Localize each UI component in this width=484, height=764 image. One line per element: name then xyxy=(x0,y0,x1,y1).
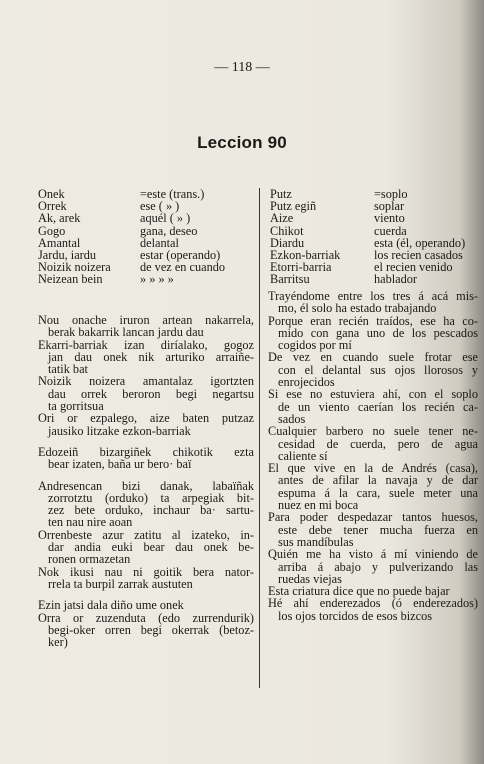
sentence xyxy=(268,548,478,585)
sentence-line: tatik bat xyxy=(48,362,88,377)
sentence-line: Cualquier barbero no suele tener ne- xyxy=(268,424,478,439)
vocabulary-right xyxy=(270,188,476,286)
sentence-line: enrojecidos xyxy=(278,375,335,390)
sentence-line: ruedas viejas xyxy=(278,571,342,586)
sentence xyxy=(268,388,478,425)
sentence-line: jan dau onek nik arturiko arraiñe- xyxy=(48,349,254,364)
sentence xyxy=(268,351,478,388)
vocab-word: Putz egiñ xyxy=(270,199,317,214)
page-number: — 118 — xyxy=(214,60,270,75)
sentence-line: antes de afilar la navaja y de dar xyxy=(278,473,478,488)
vocab-meaning: esta (él, operando) xyxy=(374,235,466,250)
sentence-line: Noizik noizera amantalaz igortzten xyxy=(38,374,254,389)
sentence-line: ronen ormazetan xyxy=(48,552,131,567)
sentence xyxy=(268,597,478,622)
sentence xyxy=(268,425,478,462)
vocab-word: Diardu xyxy=(270,235,305,250)
vocab-word: Barritsu xyxy=(270,272,310,287)
sentence xyxy=(268,511,478,548)
sentence-line: Para poder despedazar tantos huesos, xyxy=(268,510,478,525)
vocab-row xyxy=(270,273,476,285)
sentence-line: Quién me ha visto á mí viniendo de xyxy=(268,547,478,562)
sentence-line: bear izaten, baña ur bero· baï xyxy=(48,457,192,472)
sentence-line: ker) xyxy=(48,635,68,650)
sentence xyxy=(38,446,254,471)
sentence xyxy=(38,412,254,437)
sentence xyxy=(268,462,478,511)
vocab-meaning: =soplo xyxy=(374,187,408,201)
sentence-line: Trayéndome entre los tres á acá mis- xyxy=(268,289,478,303)
lesson-title: Leccion 90 xyxy=(197,133,287,152)
sentence-line: Andresencan bizi danak, labaïñak xyxy=(38,478,254,493)
sentence-line: este debe tener mucha fuerza en xyxy=(278,522,478,537)
sentence-line: Nok ikusi nau ni goitik bera nator- xyxy=(38,564,254,579)
sentence-line: ta gorritsua xyxy=(48,399,104,414)
sentence xyxy=(38,339,254,376)
sentence-line: nuez en mi boca xyxy=(278,498,359,513)
sentence-line: Porque eran recién traídos, ese ha co- xyxy=(268,313,478,328)
sentence-line: Nou onache iruron artean nakarrela, xyxy=(38,313,254,327)
vocab-word: Ezkon-barriak xyxy=(270,247,341,262)
vocab-meaning: cuerda xyxy=(374,223,407,238)
sentence-line: Ekarri-barriak izan diríalako, gogoz xyxy=(38,337,254,352)
vocab-word: Gogo xyxy=(38,223,66,238)
vocab-word: Putz xyxy=(270,187,292,201)
vocab-word: Aize xyxy=(270,211,294,226)
vocab-meaning: los recien casados xyxy=(374,247,463,262)
sentence-line: Ezin jatsi dala diño ume onek xyxy=(38,598,184,613)
vocab-meaning: viento xyxy=(374,211,405,226)
sentence-line: espuma á la cara, suele meter una xyxy=(278,485,478,500)
sentence xyxy=(38,529,254,566)
column-divider xyxy=(259,188,260,688)
sentence-line: ten nau nire aoan xyxy=(48,515,133,530)
sentence xyxy=(38,599,254,611)
sentence-line: Si ese no estuviera ahí, con el soplo xyxy=(268,387,478,402)
sentence-line: caliente sí xyxy=(278,448,328,463)
sentence-line: sados xyxy=(278,411,306,426)
sentences-spanish xyxy=(268,290,478,622)
sentence-line: jausiko litzake ezkon-barriak xyxy=(48,423,191,438)
vocab-row xyxy=(38,212,256,224)
sentence-line: El que vive en la de Andrés (casa), xyxy=(268,461,478,476)
sentence xyxy=(268,290,478,315)
vocab-meaning: » » » » xyxy=(140,272,174,287)
vocab-word: Noizik noizera xyxy=(38,260,111,275)
vocab-row xyxy=(270,212,476,224)
sentence-line: De vez en cuando suele frotar ese xyxy=(268,350,478,365)
sentence xyxy=(38,566,254,591)
sentence-line: de un viento caerían los recién ca- xyxy=(278,399,478,414)
sentence-line: Edozeiñ bizargiñek chikotik ezta xyxy=(38,444,254,459)
sentence-line: zez bete orduko, inchaur ba· sartu- xyxy=(48,503,254,518)
sentence-line: rrela ta burpil zarrak austuten xyxy=(48,576,193,591)
vocab-word: Neizean bein xyxy=(38,272,103,287)
sentence-line: dau orrek beroron begi negartsu xyxy=(48,386,254,401)
vocab-meaning: el recien venido xyxy=(374,260,453,275)
sentence-line: arriba á abajo y pulverizando las xyxy=(278,559,478,574)
sentence-line: mo, él solo ha estado trabajando xyxy=(278,301,437,316)
vocabulary-left xyxy=(38,188,256,286)
vocab-word: Orrek xyxy=(38,199,67,214)
vocab-row xyxy=(270,225,476,237)
vocab-word: Jardu, iardu xyxy=(38,247,97,262)
vocab-meaning: hablador xyxy=(374,272,418,287)
sentence-line: Ori or ezpalego, aize baten putzaz xyxy=(38,411,254,426)
vocab-row xyxy=(38,225,256,237)
sentence-line: zorrotztu (orduko) ta arpegiak bit- xyxy=(48,490,254,505)
vocab-word: Ak, arek xyxy=(38,211,81,226)
sentence-line: con el delantal sus ojos llorosos y xyxy=(278,362,478,377)
vocab-meaning: ese ( » ) xyxy=(140,199,180,214)
sentences-basque xyxy=(38,314,254,648)
vocab-meaning: aquél ( » ) xyxy=(140,211,191,226)
sentence xyxy=(38,375,254,412)
sentence-line: cogidos por mí xyxy=(278,338,352,353)
sentence-line: Hé ahí enderezados (ó enderezados) xyxy=(268,596,478,611)
vocab-meaning: =este (trans.) xyxy=(140,187,205,201)
vocab-meaning: estar (operando) xyxy=(140,247,221,262)
sentence-line: Esta criatura dice que no puede bajar xyxy=(268,584,450,599)
vocab-meaning: delantal xyxy=(140,235,179,250)
sentence xyxy=(268,315,478,352)
sentence-line: dar andia euki bear dau onek be- xyxy=(48,540,254,555)
vocab-word: Etorri-barria xyxy=(270,260,332,275)
vocab-meaning: gana, deseo xyxy=(140,223,198,238)
vocab-row xyxy=(270,200,476,212)
sentence-line: Orrenbeste azur zatitu al izateko, in- xyxy=(38,527,254,542)
sentence-line: Orra or zuzenduta (edo zurrendurik) xyxy=(38,610,254,625)
vocab-word: Onek xyxy=(38,187,65,201)
sentence xyxy=(38,612,254,649)
sentence xyxy=(38,314,254,339)
vocab-meaning: soplar xyxy=(374,199,405,214)
sentence xyxy=(38,480,254,529)
sentence-line: mido con gana uno de los pescados xyxy=(278,325,478,340)
sentence-line: los ojos torcidos de esos bizcos xyxy=(278,608,433,623)
sentence-line: begi-oker orren begi okerrak (betoz- xyxy=(48,622,254,637)
sentence-line: cesidad de cuerda, pero de agua xyxy=(278,436,478,451)
sentence-line: berak bakarrik lancan jardu dau xyxy=(48,325,204,340)
vocab-meaning: de vez en cuando xyxy=(140,260,226,275)
vocab-word: Amantal xyxy=(38,235,81,250)
sentence-line: sus mandíbulas xyxy=(278,534,354,549)
vocab-row xyxy=(38,273,256,285)
vocab-word: Chikot xyxy=(270,223,304,238)
